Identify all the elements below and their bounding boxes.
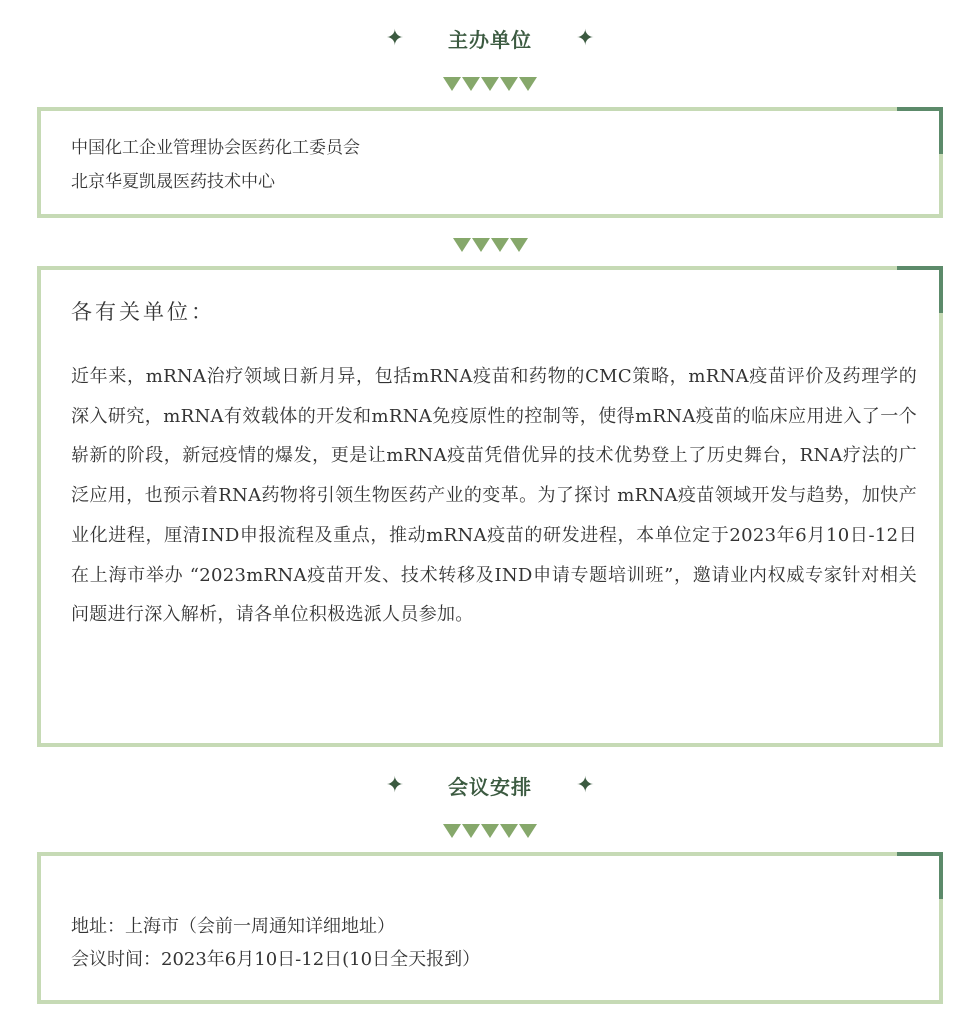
down-triangle-icon [519,77,537,91]
down-triangle-icon [510,238,528,252]
arrow-row [0,77,980,91]
down-triangle-icon [443,77,461,91]
down-triangle-icon [500,77,518,91]
arrow-row [0,824,980,838]
section-heading-organizers [0,24,980,53]
meeting-time-line: 会议时间：2023年6月10日-12日(10日全天报到） [71,949,481,970]
section-heading-arrangement [0,771,980,800]
salutation: 各有关单位： [71,300,215,324]
down-triangle-icon [500,824,518,838]
address-line: 地址：上海市（会前一周通知详细地址） [71,916,395,937]
organizers-box [37,107,943,218]
down-triangle-icon [472,238,490,252]
down-triangle-icon [481,824,499,838]
arrangement-box [37,852,943,1004]
section-title: 会议安排 [448,775,532,799]
corner-accent [897,107,943,154]
star-icon: ✦ [576,772,595,798]
star-icon: ✦ [576,25,595,51]
star-icon: ✦ [385,772,404,798]
arrow-row [0,238,980,252]
star-icon: ✦ [385,25,404,51]
down-triangle-icon [462,824,480,838]
section-title: 主办单位 [448,28,532,52]
notice-box [37,266,943,747]
corner-accent [897,266,943,313]
down-triangle-icon [453,238,471,252]
down-triangle-icon [519,824,537,838]
organizer-line: 北京华夏凯晟医药技术中心 [71,172,275,192]
down-triangle-icon [443,824,461,838]
corner-accent [897,852,943,899]
notice-paragraph: 近年来，mRNA治疗领域日新月异，包括mRNA疫苗和药物的CMC策略，mRNA疫苗评价及药理学的深入研究，mRNA有效载体的开发和mRNA免疫原性的控制等，使得mRNA疫苗的临床应用进入了一个崭新的阶段，新冠疫情的爆发，更是让mRNA疫苗凭借优异的技术优势登上了历史舞台，RNA疗法的广泛应用，也预示着RNA药物将引领生物医药产业的变革。为了探讨 mRNA疫苗领域开发与趋势，加快产业化进程，厘清IND申报流程及重点，推动mRNA疫苗的研发进程，本单位定于2023年6月10日-12日在上海市举办 “2023mRNA疫苗开发、技术转移及IND申请专题培训班”，邀请业内权威专家针对相关问题进行深入解析，请各单位积极选派人员参加。 [71,366,917,626]
down-triangle-icon [462,77,480,91]
down-triangle-icon [491,238,509,252]
organizer-line: 中国化工企业管理协会医药化工委员会 [71,138,360,158]
down-triangle-icon [481,77,499,91]
